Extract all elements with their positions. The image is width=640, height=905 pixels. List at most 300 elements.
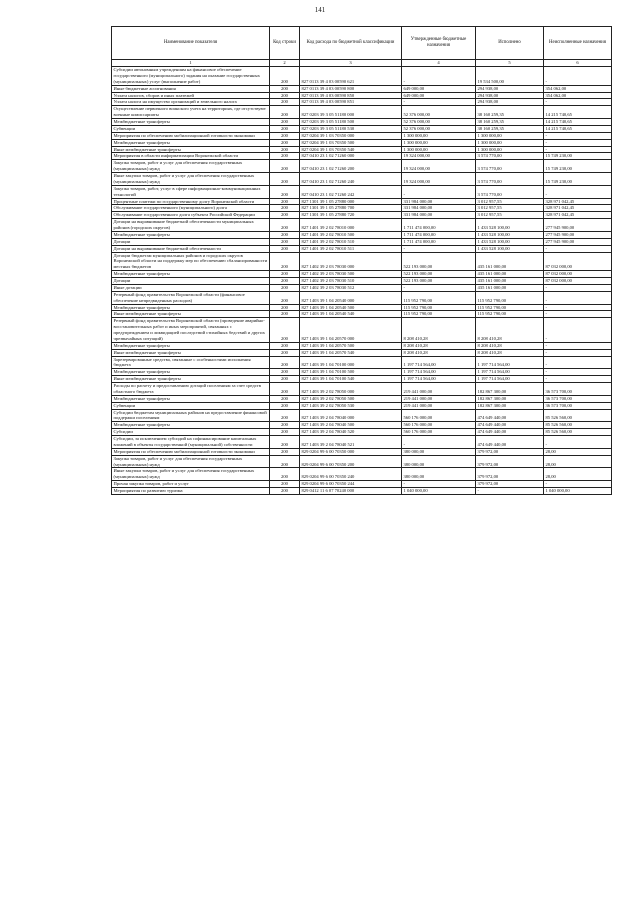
- row-approved: 219 441 000,00: [402, 383, 476, 396]
- row-line-code: 200: [270, 119, 300, 126]
- row-name: Зарезервированные средства, связанные с особенностями исполнения бюджета: [112, 356, 270, 369]
- row-unexecuted: -: [544, 318, 612, 343]
- row-line-code: 200: [270, 356, 300, 369]
- row-executed: 435 161 000,00: [476, 252, 544, 271]
- row-line-code: 200: [270, 160, 300, 173]
- table-row: [112, 67, 612, 86]
- row-unexecuted: 28,00: [544, 468, 612, 481]
- row-unexecuted: -: [544, 146, 612, 153]
- row-unexecuted: 85 526 560,00: [544, 429, 612, 436]
- row-unexecuted: 14 215 740,65: [544, 106, 612, 119]
- row-approved: -: [402, 67, 476, 86]
- row-name: Субсидии: [112, 429, 270, 436]
- row-executed: 182 867 300,00: [476, 383, 544, 396]
- table-row: [112, 153, 612, 160]
- row-classification-code: 827 0204 39 1 03 70350 540: [300, 146, 402, 153]
- row-line-code: 200: [270, 85, 300, 92]
- row-executed: 38 160 259,35: [476, 119, 544, 126]
- table-row: [112, 383, 612, 396]
- table-row: [112, 238, 612, 245]
- row-executed: 435 161 000,00: [476, 278, 544, 285]
- table-row: [112, 304, 612, 311]
- table-row: [112, 436, 612, 449]
- row-unexecuted: -: [544, 284, 612, 291]
- row-executed: 3 574 770,00: [476, 160, 544, 173]
- column-number-row: [112, 60, 612, 67]
- row-name: Осуществление первичного воинского учета на территориях, где отсутствуют военные комиссариаты: [112, 106, 270, 119]
- row-line-code: 200: [270, 318, 300, 343]
- row-approved: 115 952 790,00: [402, 291, 476, 304]
- row-classification-code: 827 0204 39 1 03 70350 000: [300, 132, 402, 139]
- table-row: [112, 160, 612, 173]
- row-name: Резервный фонд правительства Воронежской области (проведение аварийно-восстановительных работ и иных мероприятий, связанных с предупреждением и ликвидацией последствий стихийных бедствий и других чрезвычайных ситуаций): [112, 318, 270, 343]
- row-approved: 380 000,00: [402, 468, 476, 481]
- row-name: Иные закупки товаров, работ и услуг для обеспечения государственных (муниципальных) нужд: [112, 468, 270, 481]
- table-row: [112, 422, 612, 429]
- row-approved: 380 000,00: [402, 455, 476, 468]
- row-unexecuted: 277 945 900,00: [544, 231, 612, 238]
- column-number: 3: [300, 60, 402, 67]
- row-name: Дотации на выравнивание бюджетной обеспеченности: [112, 245, 270, 252]
- row-name: Субсидии автономным учреждениям на финансовое обеспечение государственного (муниципального) задания на оказание государственных (муниципальных) услуг (выполнение работ): [112, 67, 270, 86]
- row-approved: 522 193 000,00: [402, 278, 476, 285]
- row-approved: 1 197 714 564,00: [402, 369, 476, 376]
- row-line-code: 200: [270, 455, 300, 468]
- budget-execution-table: [111, 26, 612, 495]
- row-approved: 1 197 714 564,00: [402, 356, 476, 369]
- row-classification-code: 829 0204 99 6 00 70350 244: [300, 481, 402, 488]
- row-classification-code: 827 0203 39 3 05 51180 500: [300, 119, 402, 126]
- row-executed: 8 208 410,28: [476, 342, 544, 349]
- row-unexecuted: 36 573 700,00: [544, 383, 612, 396]
- row-executed: 3 574 770,00: [476, 153, 544, 160]
- table-row: [112, 99, 612, 106]
- row-executed: 1 433 528 100,00: [476, 238, 544, 245]
- row-line-code: 200: [270, 369, 300, 376]
- table-row: [112, 376, 612, 383]
- page-number: 141: [314, 6, 326, 14]
- row-executed: 1 433 528 100,00: [476, 245, 544, 252]
- row-unexecuted: 1 040 000,00: [544, 488, 612, 495]
- row-classification-code: 827 1402 39 2 03 78030 510: [300, 278, 402, 285]
- row-approved: 115 952 790,00: [402, 311, 476, 318]
- table-row: [112, 356, 612, 369]
- table-row: [112, 278, 612, 285]
- row-executed: 8 208 410,28: [476, 349, 544, 356]
- row-unexecuted: -: [544, 304, 612, 311]
- row-unexecuted: -: [544, 481, 612, 488]
- row-executed: 115 952 790,00: [476, 291, 544, 304]
- table-row: [112, 212, 612, 219]
- row-line-code: 200: [270, 395, 300, 402]
- header-executed: Исполнено: [476, 27, 544, 60]
- row-unexecuted: 15 749 230,00: [544, 153, 612, 160]
- row-executed: 294 938,00: [476, 99, 544, 106]
- row-classification-code: 829 0204 99 6 00 70350 200: [300, 455, 402, 468]
- row-classification-code: 827 1403 39 2 02 78050 500: [300, 395, 402, 402]
- table-row: [112, 342, 612, 349]
- row-classification-code: 827 1402 39 2 03 78030 500: [300, 271, 402, 278]
- row-line-code: 200: [270, 376, 300, 383]
- row-unexecuted: -: [544, 369, 612, 376]
- column-number: 4: [402, 60, 476, 67]
- row-line-code: 200: [270, 67, 300, 86]
- row-executed: 3 012 957,55: [476, 212, 544, 219]
- table-row: [112, 311, 612, 318]
- row-approved: 52 376 000,00: [402, 119, 476, 126]
- table-row: [112, 481, 612, 488]
- row-executed: 1 433 528 100,00: [476, 231, 544, 238]
- row-classification-code: 827 1403 39 2 04 78040 521: [300, 436, 402, 449]
- row-name: Закупка товаров, работ, услуг в сфере информационно-коммуникационных технологий: [112, 185, 270, 198]
- row-approved: 331 984 000,00: [402, 198, 476, 205]
- row-unexecuted: 277 945 900,00: [544, 238, 612, 245]
- row-name: Межбюджетные трансферты: [112, 139, 270, 146]
- row-unexecuted: -: [544, 376, 612, 383]
- row-name: Дотации бюджетам муниципальных районов и городских округов Воронежской области на поддержку мер по обеспечению сбалансированности местных бюджетов: [112, 252, 270, 271]
- row-line-code: 200: [270, 409, 300, 422]
- row-line-code: 200: [270, 252, 300, 271]
- row-name: Расходы по расчету и предоставлению дотаций поселениям за счет средств областного бюджета: [112, 383, 270, 396]
- row-name: Межбюджетные трансферты: [112, 304, 270, 311]
- table-row: [112, 92, 612, 99]
- row-approved: 115 952 790,00: [402, 304, 476, 311]
- row-unexecuted: 354 062,00: [544, 85, 612, 92]
- row-unexecuted: 328 971 042,45: [544, 198, 612, 205]
- row-name: Иные закупки товаров, работ и услуг для обеспечения государственных (муниципальных) нужд: [112, 173, 270, 186]
- row-line-code: 200: [270, 311, 300, 318]
- row-executed: 1 197 714 564,00: [476, 369, 544, 376]
- table-row: [112, 488, 612, 495]
- table-row: [112, 185, 612, 198]
- row-line-code: 200: [270, 271, 300, 278]
- row-approved: 52 376 000,00: [402, 125, 476, 132]
- row-executed: 182 867 300,00: [476, 395, 544, 402]
- row-classification-code: 827 1301 39 1 05 27880 700: [300, 205, 402, 212]
- row-unexecuted: -: [544, 67, 612, 86]
- table-row: [112, 205, 612, 212]
- row-line-code: 200: [270, 205, 300, 212]
- row-line-code: 200: [270, 291, 300, 304]
- row-executed: 379 972,00: [476, 481, 544, 488]
- row-classification-code: 829 0412 11 6 07 70240 000: [300, 488, 402, 495]
- row-line-code: 200: [270, 219, 300, 232]
- row-unexecuted: 15 749 230,00: [544, 173, 612, 186]
- row-line-code: 200: [270, 278, 300, 285]
- row-name: Субсидии, за исключением субсидий на софинансирование капитальных вложений в объекты государственной (муниципальной) собственности: [112, 436, 270, 449]
- row-approved: -: [402, 481, 476, 488]
- table-row: [112, 146, 612, 153]
- row-name: Межбюджетные трансферты: [112, 369, 270, 376]
- row-line-code: 200: [270, 349, 300, 356]
- row-unexecuted: -: [544, 356, 612, 369]
- row-classification-code: 827 1403 39 1 04 20570 500: [300, 342, 402, 349]
- row-classification-code: 827 1301 39 1 05 27880 000: [300, 198, 402, 205]
- row-executed: 435 161 000,00: [476, 284, 544, 291]
- row-line-code: 200: [270, 284, 300, 291]
- row-unexecuted: -: [544, 132, 612, 139]
- row-executed: 115 952 790,00: [476, 304, 544, 311]
- table-row: [112, 119, 612, 126]
- table-row: [112, 409, 612, 422]
- row-line-code: 200: [270, 173, 300, 186]
- row-name: Иные межбюджетные трансферты: [112, 311, 270, 318]
- row-executed: 294 938,00: [476, 92, 544, 99]
- row-line-code: 200: [270, 245, 300, 252]
- row-classification-code: 827 1403 39 2 02 78050 530: [300, 402, 402, 409]
- row-classification-code: 827 1401 39 2 02 78010 000: [300, 219, 402, 232]
- table-row: [112, 219, 612, 232]
- row-name: Дотации на выравнивание бюджетной обеспеченности муниципальных районов (городских округов): [112, 219, 270, 232]
- table-body: [112, 67, 612, 495]
- header-unexecuted: Неисполненные назначения: [544, 27, 612, 60]
- row-executed: 1 197 714 564,00: [476, 376, 544, 383]
- row-name: Закупка товаров, работ и услуг для обеспечения государственных (муниципальных) нужд: [112, 455, 270, 468]
- row-line-code: 200: [270, 125, 300, 132]
- row-classification-code: 827 0410 23 1 02 71260 200: [300, 160, 402, 173]
- row-approved: 522 193 000,00: [402, 271, 476, 278]
- row-executed: 3 574 770,00: [476, 173, 544, 186]
- row-executed: 3 574 770,00: [476, 185, 544, 198]
- row-unexecuted: 87 032 000,00: [544, 278, 612, 285]
- row-name: Резервный фонд правительства Воронежской области (финансовое обеспечение непредвиденных расходов): [112, 291, 270, 304]
- row-executed: 1 197 714 564,00: [476, 356, 544, 369]
- row-name: Дотации: [112, 278, 270, 285]
- row-classification-code: 827 1301 39 1 05 27880 720: [300, 212, 402, 219]
- row-unexecuted: -: [544, 311, 612, 318]
- row-approved: 8 208 410,28: [402, 342, 476, 349]
- column-number: 1: [112, 60, 270, 67]
- row-approved: 1 711 474 000,00: [402, 238, 476, 245]
- row-line-code: 200: [270, 238, 300, 245]
- row-line-code: 200: [270, 132, 300, 139]
- row-name: Мероприятия по обеспечению мобилизационной готовности экономики: [112, 448, 270, 455]
- row-approved: 1 711 474 000,00: [402, 231, 476, 238]
- row-approved: 219 441 000,00: [402, 395, 476, 402]
- row-line-code: 200: [270, 185, 300, 198]
- row-classification-code: 827 0410 23 1 02 71260 242: [300, 185, 402, 198]
- row-unexecuted: 28,00: [544, 455, 612, 468]
- row-executed: -: [476, 488, 544, 495]
- row-line-code: 200: [270, 448, 300, 455]
- row-line-code: 200: [270, 422, 300, 429]
- column-number: 2: [270, 60, 300, 67]
- row-classification-code: 829 0204 99 6 00 70350 240: [300, 468, 402, 481]
- row-unexecuted: 277 945 900,00: [544, 219, 612, 232]
- row-approved: 331 984 000,00: [402, 205, 476, 212]
- row-name: Обслуживание государственного (муниципального) долга: [112, 205, 270, 212]
- row-approved: 1 300 000,00: [402, 132, 476, 139]
- row-unexecuted: -: [544, 185, 612, 198]
- column-number: 5: [476, 60, 544, 67]
- row-classification-code: 827 1403 39 1 04 70100 000: [300, 356, 402, 369]
- row-classification-code: 827 1403 39 2 04 78040 500: [300, 422, 402, 429]
- table-row: [112, 125, 612, 132]
- row-unexecuted: 87 032 000,00: [544, 252, 612, 271]
- row-name: Межбюджетные трансферты: [112, 422, 270, 429]
- row-line-code: 200: [270, 468, 300, 481]
- row-classification-code: 827 0113 39 4 03 00590 621: [300, 67, 402, 86]
- row-executed: 19 534 500,00: [476, 67, 544, 86]
- table-row: [112, 429, 612, 436]
- row-approved: 19 324 000,00: [402, 173, 476, 186]
- row-executed: 3 012 957,55: [476, 198, 544, 205]
- row-line-code: 200: [270, 198, 300, 205]
- row-executed: 1 300 000,00: [476, 146, 544, 153]
- row-unexecuted: 85 526 560,00: [544, 409, 612, 422]
- row-classification-code: 827 0113 39 4 03 00590 851: [300, 99, 402, 106]
- table-row: [112, 85, 612, 92]
- row-executed: 38 160 259,35: [476, 125, 544, 132]
- row-unexecuted: 15 749 230,00: [544, 160, 612, 173]
- row-executed: 3 012 957,55: [476, 205, 544, 212]
- row-executed: 1 433 528 100,00: [476, 219, 544, 232]
- row-executed: 379 972,00: [476, 455, 544, 468]
- row-classification-code: 827 1401 39 2 02 78010 511: [300, 245, 402, 252]
- row-name: Уплата налогов, сборов и иных платежей: [112, 92, 270, 99]
- row-executed: 474 649 440,00: [476, 436, 544, 449]
- row-name: Уплата налога на имущество организаций и земельного налога: [112, 99, 270, 106]
- table-row: [112, 448, 612, 455]
- table-row: [112, 132, 612, 139]
- row-classification-code: 827 1402 39 2 03 78030 512: [300, 284, 402, 291]
- row-classification-code: 827 1403 39 1 04 20540 540: [300, 311, 402, 318]
- row-approved: 560 176 000,00: [402, 409, 476, 422]
- row-unexecuted: 328 971 042,45: [544, 205, 612, 212]
- table-row: [112, 369, 612, 376]
- row-classification-code: 827 0410 23 1 02 71260 240: [300, 173, 402, 186]
- header-line-code: Код строки: [270, 27, 300, 60]
- table-row: [112, 173, 612, 186]
- row-name: Субсидии бюджетам муниципальных районов на предоставление финансовой поддержки поселениям: [112, 409, 270, 422]
- row-classification-code: 827 1403 39 1 04 20540 000: [300, 291, 402, 304]
- row-line-code: 200: [270, 231, 300, 238]
- table-row: [112, 395, 612, 402]
- row-line-code: 200: [270, 342, 300, 349]
- header-approved: Утвержденные бюджетные назначения: [402, 27, 476, 60]
- row-name: Иные дотации: [112, 284, 270, 291]
- row-unexecuted: 36 573 700,00: [544, 402, 612, 409]
- row-approved: -: [402, 245, 476, 252]
- row-classification-code: 827 1403 39 1 04 20540 500: [300, 304, 402, 311]
- row-executed: 38 160 259,35: [476, 106, 544, 119]
- row-approved: 649 000,00: [402, 85, 476, 92]
- row-approved: 52 376 000,00: [402, 106, 476, 119]
- row-name: Иные межбюджетные трансферты: [112, 376, 270, 383]
- row-classification-code: 827 0113 39 4 03 00590 850: [300, 92, 402, 99]
- row-classification-code: 827 1401 39 2 02 78010 510: [300, 238, 402, 245]
- row-executed: 1 300 000,00: [476, 132, 544, 139]
- row-unexecuted: -: [544, 245, 612, 252]
- row-classification-code: 827 0204 39 1 03 70350 500: [300, 139, 402, 146]
- row-classification-code: 827 1403 39 2 04 78040 520: [300, 429, 402, 436]
- row-executed: 474 649 440,00: [476, 422, 544, 429]
- table-row: [112, 106, 612, 119]
- row-name: Иные межбюджетные трансферты: [112, 349, 270, 356]
- row-classification-code: 827 0113 39 4 03 00590 800: [300, 85, 402, 92]
- row-unexecuted: -: [544, 139, 612, 146]
- table-row: [112, 318, 612, 343]
- row-name: Межбюджетные трансферты: [112, 342, 270, 349]
- row-executed: 8 208 410,28: [476, 318, 544, 343]
- row-executed: 379 972,00: [476, 468, 544, 481]
- row-name: Межбюджетные трансферты: [112, 119, 270, 126]
- row-unexecuted: -: [544, 436, 612, 449]
- table-row: [112, 468, 612, 481]
- row-classification-code: 827 1403 39 1 04 70100 500: [300, 369, 402, 376]
- row-approved: 1 197 714 564,00: [402, 376, 476, 383]
- row-name: Мероприятия по развитию туризма: [112, 488, 270, 495]
- row-executed: 474 649 440,00: [476, 409, 544, 422]
- row-approved: 380 000,00: [402, 448, 476, 455]
- row-unexecuted: 328 971 042,45: [544, 212, 612, 219]
- row-name: Субвенции: [112, 402, 270, 409]
- row-approved: 219 441 000,00: [402, 402, 476, 409]
- row-line-code: 200: [270, 402, 300, 409]
- row-approved: -: [402, 99, 476, 106]
- row-executed: 115 952 790,00: [476, 311, 544, 318]
- row-executed: 379 972,00: [476, 448, 544, 455]
- row-unexecuted: 87 032 000,00: [544, 271, 612, 278]
- row-classification-code: 827 1403 39 1 04 20570 540: [300, 349, 402, 356]
- row-name: Обслуживание государственного долга субъекта Российской Федерации: [112, 212, 270, 219]
- row-approved: 19 324 000,00: [402, 160, 476, 173]
- row-name: Прочая закупка товаров, работ и услуг: [112, 481, 270, 488]
- row-line-code: 200: [270, 106, 300, 119]
- row-line-code: 200: [270, 146, 300, 153]
- row-line-code: 200: [270, 429, 300, 436]
- row-approved: -: [402, 284, 476, 291]
- table-row: [112, 349, 612, 356]
- row-approved: 331 984 000,00: [402, 212, 476, 219]
- row-line-code: 200: [270, 383, 300, 396]
- row-classification-code: 827 1402 39 2 03 78030 000: [300, 252, 402, 271]
- row-name: Межбюджетные трансферты: [112, 395, 270, 402]
- row-classification-code: 827 0203 39 3 05 51180 530: [300, 125, 402, 132]
- row-approved: 1 711 474 000,00: [402, 219, 476, 232]
- row-unexecuted: 28,00: [544, 448, 612, 455]
- row-unexecuted: 85 526 560,00: [544, 422, 612, 429]
- row-executed: 474 649 440,00: [476, 429, 544, 436]
- table-row: [112, 291, 612, 304]
- header-row: [112, 27, 612, 60]
- row-executed: 294 938,00: [476, 85, 544, 92]
- row-approved: 649 000,00: [402, 92, 476, 99]
- table-row: [112, 455, 612, 468]
- table-row: [112, 198, 612, 205]
- row-line-code: 200: [270, 436, 300, 449]
- row-name: Иные бюджетные ассигнования: [112, 85, 270, 92]
- row-line-code: 200: [270, 481, 300, 488]
- row-classification-code: 827 1403 39 2 02 78050 000: [300, 383, 402, 396]
- row-name: Межбюджетные трансферты: [112, 271, 270, 278]
- row-line-code: 200: [270, 92, 300, 99]
- row-unexecuted: 14 215 740,65: [544, 125, 612, 132]
- row-classification-code: 827 0410 23 1 02 71260 000: [300, 153, 402, 160]
- header-indicator-name: Наименование показателя: [112, 27, 270, 60]
- table-row: [112, 284, 612, 291]
- row-line-code: 200: [270, 99, 300, 106]
- table-row: [112, 231, 612, 238]
- row-line-code: 200: [270, 153, 300, 160]
- row-approved: 522 193 000,00: [402, 252, 476, 271]
- row-classification-code: 827 1403 39 2 04 78040 000: [300, 409, 402, 422]
- row-line-code: 200: [270, 304, 300, 311]
- row-line-code: 200: [270, 212, 300, 219]
- header-classification-code: Код расхода по бюджетной классификации: [300, 27, 402, 60]
- row-unexecuted: 354 062,00: [544, 92, 612, 99]
- row-approved: 1 300 000,00: [402, 146, 476, 153]
